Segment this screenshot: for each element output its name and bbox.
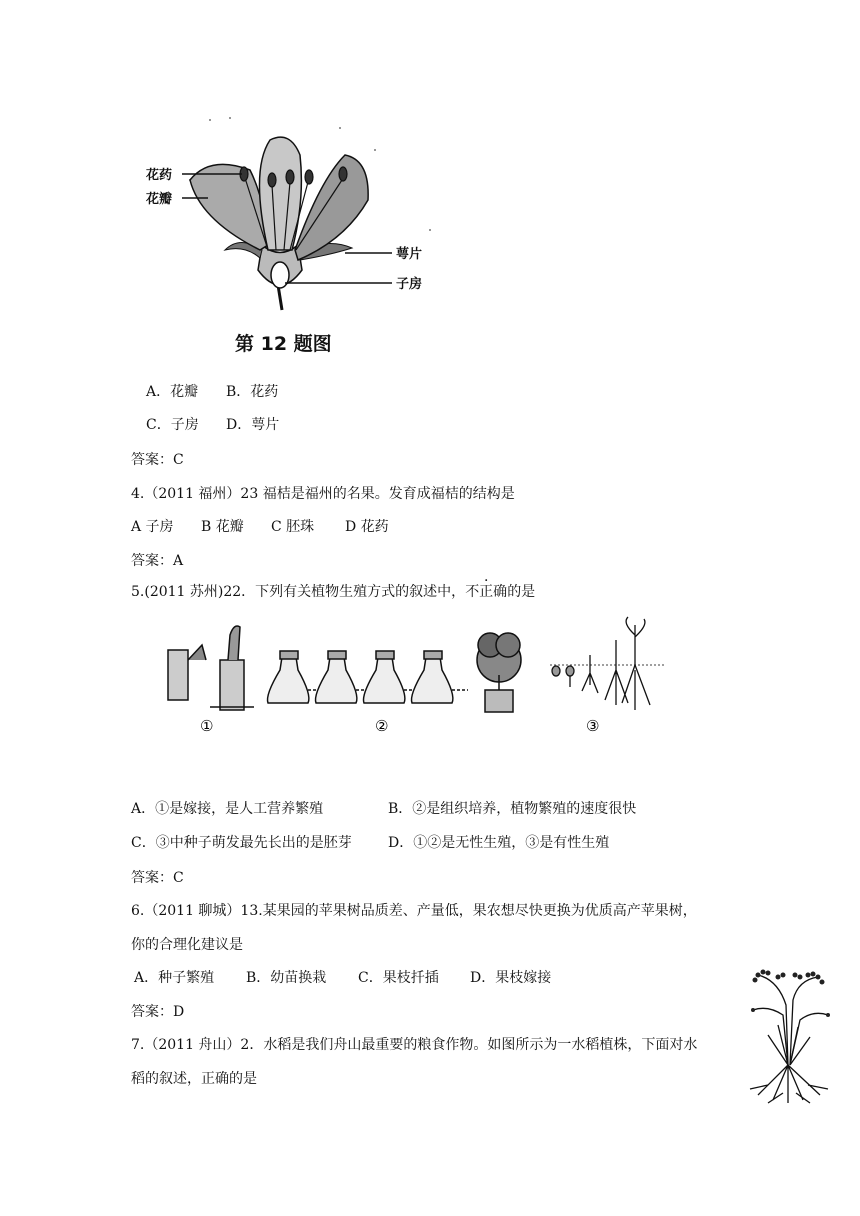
anther-label: 花药 [146, 168, 173, 183]
tissue-culture-illustration [268, 633, 522, 712]
rice-plant-illustration [738, 965, 838, 1105]
q3-answer: 答案：C [131, 452, 184, 468]
petal-label: 花瓣 [146, 192, 173, 207]
q6-option-a: A．种子繁殖 [134, 970, 215, 986]
q6-options [134, 969, 551, 987]
sepal-label: 萼片 [396, 247, 423, 262]
q3-option-a: A．花瓣 [146, 384, 199, 400]
germination-illustration [550, 617, 665, 710]
q5-options-row1 [131, 800, 636, 818]
q6-option-b: B．幼苗换栽 [246, 970, 327, 986]
q4-option-b: B 花瓣 [201, 519, 244, 535]
q5-answer: 答案：C [131, 870, 184, 886]
q3-option-b: B．花药 [226, 384, 279, 400]
q6-option-d: D．果枝嫁接 [470, 970, 552, 986]
q4-option-d: D 花药 [345, 519, 389, 535]
ovary-label: 子房 [396, 277, 423, 292]
q7-stem-line1: 7.（2011 舟山）2．水稻是我们舟山最重要的粮食作物。如图所示为一水稻植株，下面对水 [131, 1037, 698, 1053]
q5-stem [131, 583, 535, 601]
q3-option-c: C．子房 [146, 417, 199, 433]
q3-options-row2 [146, 416, 279, 434]
grafting-illustration [168, 626, 254, 710]
q6-answer: 答案：D [131, 1004, 185, 1020]
figure-label-1: ① [200, 717, 214, 735]
figure-caption: 第 12 题图 [235, 333, 332, 355]
q6-stem-line1: 6.（2011 聊城）13.某果园的苹果树品质差、产量低，果农想尽快更换为优质高产苹果树， [131, 903, 697, 919]
figure-label-3: ③ [586, 717, 600, 735]
q4-option-c: C 胚珠 [271, 519, 315, 535]
q5-option-b: B．②是组织培养，植物繁殖的速度很快 [388, 801, 637, 817]
q4-options [131, 518, 389, 536]
q3-options-row1 [146, 383, 278, 401]
q5-option-d: D．①②是无性生殖，③是有性生殖 [388, 835, 610, 851]
q5-option-a: A．①是嫁接，是人工营养繁殖 [131, 801, 324, 817]
q5-stem-text: 5.(2011 苏州)22．下列有关植物生殖方式的叙述中， [131, 584, 466, 600]
reproduction-figure [150, 615, 680, 745]
q4-answer: 答案：A [131, 553, 184, 569]
q5-stem-end: 的是 [507, 584, 536, 600]
q5-option-c: C．③中种子萌发最先长出的是胚芽 [131, 835, 352, 851]
q5-stem-emphasis: 不正确 [465, 584, 508, 600]
figure-label-2: ② [375, 717, 389, 735]
flower-diagram [130, 110, 460, 360]
q4-stem: 4.（2011 福州）23 福桔是福州的名果。发育成福桔的结构是 [131, 486, 515, 502]
q6-option-c: C．果枝扦插 [358, 970, 439, 986]
q6-stem-line2: 你的合理化建议是 [131, 937, 243, 953]
q7-stem-line2: 稻的叙述，正确的是 [131, 1071, 257, 1087]
q3-option-d: D．萼片 [226, 417, 280, 433]
q4-option-a: A 子房 [131, 519, 174, 535]
q5-options-row2 [131, 834, 609, 852]
